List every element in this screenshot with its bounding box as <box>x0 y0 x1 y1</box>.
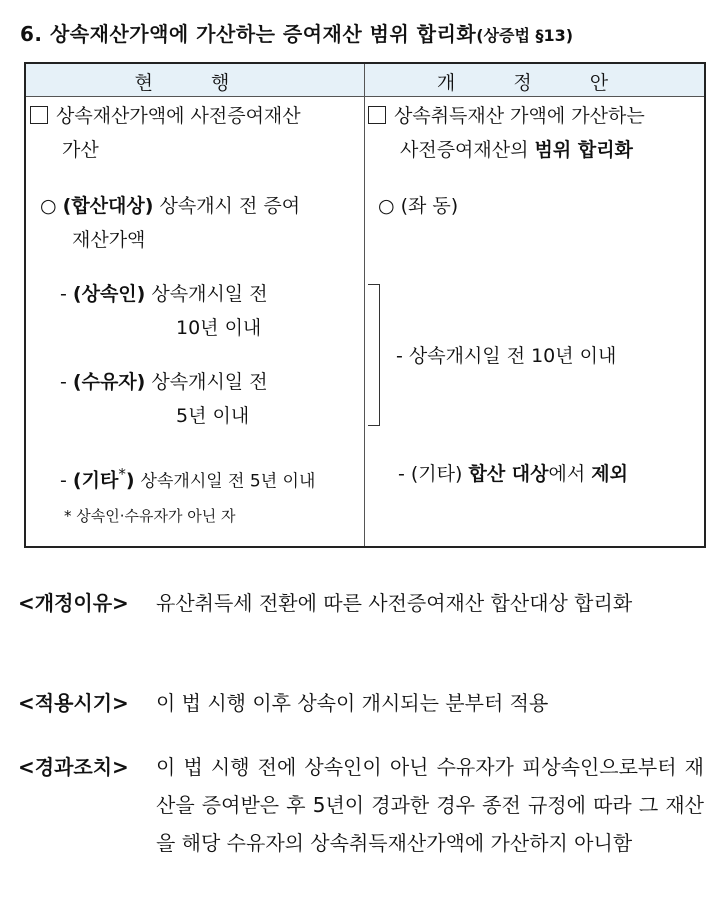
reason-label: <개정이유> <box>18 591 129 615</box>
amended-other-connector: 에서 <box>548 463 592 485</box>
checkbox-square-icon <box>30 106 48 124</box>
amended-merged-period: - 상속개시일 전 10년 이내 <box>396 345 617 367</box>
amended-heading-line2 <box>400 134 633 167</box>
transition-text: 이 법 시행 전에 상속인이 아닌 수유자가 피상속인으로부터 재산을 증여받은 후 5년이 경과한 경우 종전 규정에 따라 그 재산을 해당 수유자의 상속취득재산가액에 가산하지 아니함 <box>156 755 704 855</box>
amended-other <box>398 458 628 491</box>
current-item-label: (합산대상) <box>62 195 154 217</box>
effective-text: 이 법 시행 이후 상속이 개시되는 분부터 적용 <box>156 691 549 715</box>
current-item <box>40 190 300 223</box>
amended-other-exclude: 제외 <box>591 463 628 485</box>
amended-other-target: 합산 대상 <box>468 463 549 485</box>
other-label: (기타 <box>72 469 119 492</box>
legatee-text: 상속개시일 전 <box>151 371 268 393</box>
header-amended: 개 정 안 <box>436 72 635 94</box>
legatee-row: - (수유자) 상속개시일 전 <box>60 371 268 393</box>
heir-text: 상속개시일 전 <box>151 283 268 305</box>
current-heading <box>30 100 301 133</box>
section-title-text: 6. 상속재산가액에 가산하는 증여재산 범위 합리화 <box>20 22 477 46</box>
heir-period: 10년 이내 <box>176 317 262 339</box>
comparison-table <box>24 62 706 548</box>
header-current: 현 행 <box>134 72 256 94</box>
legatee-label: (수유자) <box>72 371 146 393</box>
section-title <box>20 18 573 47</box>
amended-item: ○ (좌 동) <box>378 195 459 217</box>
column-divider <box>364 64 365 546</box>
amended-heading <box>368 100 645 133</box>
reason-text: 유산취득세 전환에 따른 사전증여재산 합산대상 합리화 <box>156 591 633 615</box>
current-heading-line2: 가산 <box>62 139 99 161</box>
current-item-text: 상속개시 전 증여 <box>159 195 301 217</box>
amended-heading-line2-b: 범위 합리화 <box>534 139 633 161</box>
table-header <box>26 64 704 97</box>
legatee-period: 5년 이내 <box>176 405 250 427</box>
amended-heading-line1: 상속취득재산 가액에 가산하는 <box>394 105 645 127</box>
amended-other-label: - (기타) <box>398 463 469 485</box>
transition-label: <경과조치> <box>18 755 129 779</box>
other-row: - (기타*) 상속개시일 전 5년 이내 <box>60 465 316 492</box>
current-heading-line1: 상속재산가액에 사전증여재산 <box>56 105 301 127</box>
circle-bullet-icon: ○ <box>40 195 57 217</box>
heir-label: (상속인) <box>72 283 146 305</box>
other-text: 상속개시일 전 5년 이내 <box>140 471 316 492</box>
effective-label: <적용시기> <box>18 691 129 715</box>
law-reference: (상증법 §13) <box>476 26 574 45</box>
heir-row: - (상속인) 상속개시일 전 <box>60 283 268 305</box>
amended-heading-line2-a: 사전증여재산의 <box>400 139 535 161</box>
current-item-line2: 재산가액 <box>72 229 146 251</box>
other-label-close: ) <box>125 469 135 492</box>
footnote: * 상속인·수유자가 아닌 자 <box>64 507 236 525</box>
bracket-icon <box>368 284 380 426</box>
checkbox-square-icon <box>368 106 386 124</box>
footnote-marker: * <box>118 465 126 483</box>
